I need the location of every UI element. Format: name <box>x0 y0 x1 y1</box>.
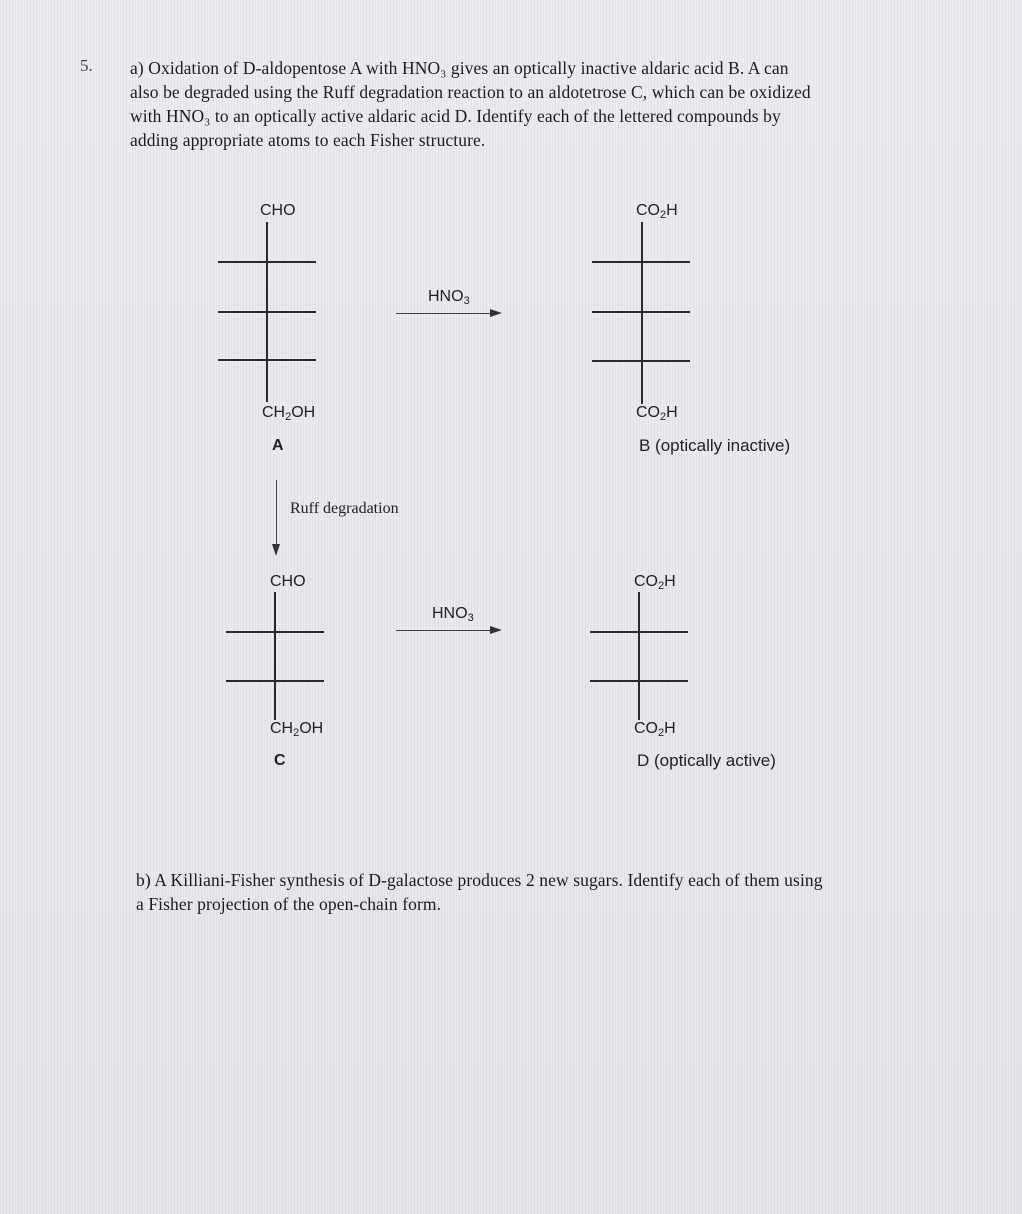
compound-d-top-group: $CO_2H$ <box>634 573 676 592</box>
part-a-line: with HNO₃ to an optically active aldaric acid D. Identify each of the lettered compounds by <box>130 106 781 126</box>
fischer-crossbar <box>590 631 688 633</box>
arrowhead-icon <box>490 626 502 634</box>
compound-a-label: A <box>272 437 284 454</box>
compound-c-bottom-group: $CH_2OH$ <box>270 720 324 739</box>
fischer-crossbar <box>218 311 316 313</box>
reagent-hno3-bottom: $HNO_3$ <box>432 605 474 624</box>
part-b-line: a Fisher projection of the open-chain form. <box>136 894 442 914</box>
part-a-line: a) Oxidation of D-aldopentose A with HNO₃ gives an optically inactive aldaric acid B. A can <box>130 58 789 78</box>
fischer-backbone <box>641 222 643 404</box>
compound-c-label: C <box>274 752 286 769</box>
fischer-crossbar <box>592 261 690 263</box>
fischer-backbone <box>274 592 276 720</box>
ruff-arrow <box>276 480 277 546</box>
part-b-line: b) A Killiani-Fisher synthesis of D-galactose produces 2 new sugars. Identify each of them using <box>136 870 823 890</box>
compound-b-bottom-group: $CO_2H$ <box>636 404 678 423</box>
part-a-text <box>130 56 811 152</box>
compound-d-label: D (optically active) <box>637 751 776 770</box>
part-a-line: adding appropriate atoms to each Fisher structure. <box>130 130 486 150</box>
ruff-degradation-label: Ruff degradation <box>290 500 399 517</box>
part-a-line: also be degraded using the Ruff degradation reaction to an aldotetrose C, which can be oxidized <box>130 82 811 102</box>
fischer-backbone <box>638 592 640 720</box>
fischer-crossbar <box>226 631 324 633</box>
part-b-text <box>136 868 823 916</box>
fischer-crossbar <box>592 311 690 313</box>
compound-b-label: B (optically inactive) <box>639 436 791 455</box>
compound-b-top-group: $CO_2H$ <box>636 202 678 221</box>
fischer-crossbar <box>218 261 316 263</box>
arrowhead-icon <box>490 309 502 317</box>
reagent-hno3-top: $HNO_3$ <box>428 288 470 307</box>
compound-d-bottom-group: $CO_2H$ <box>634 720 676 739</box>
reaction-arrow-ab <box>396 313 492 314</box>
fischer-crossbar <box>592 360 690 362</box>
fischer-crossbar <box>218 359 316 361</box>
arrowhead-down-icon <box>272 544 280 556</box>
compound-c-top-group: CHO <box>270 573 306 590</box>
fischer-crossbar <box>226 680 324 682</box>
compound-a-top-group: CHO <box>260 202 296 219</box>
reaction-arrow-cd <box>396 630 492 631</box>
fischer-crossbar <box>590 680 688 682</box>
compound-a-bottom-group: $CH_2OH$ <box>262 404 316 423</box>
question-number: 5. <box>80 56 93 75</box>
